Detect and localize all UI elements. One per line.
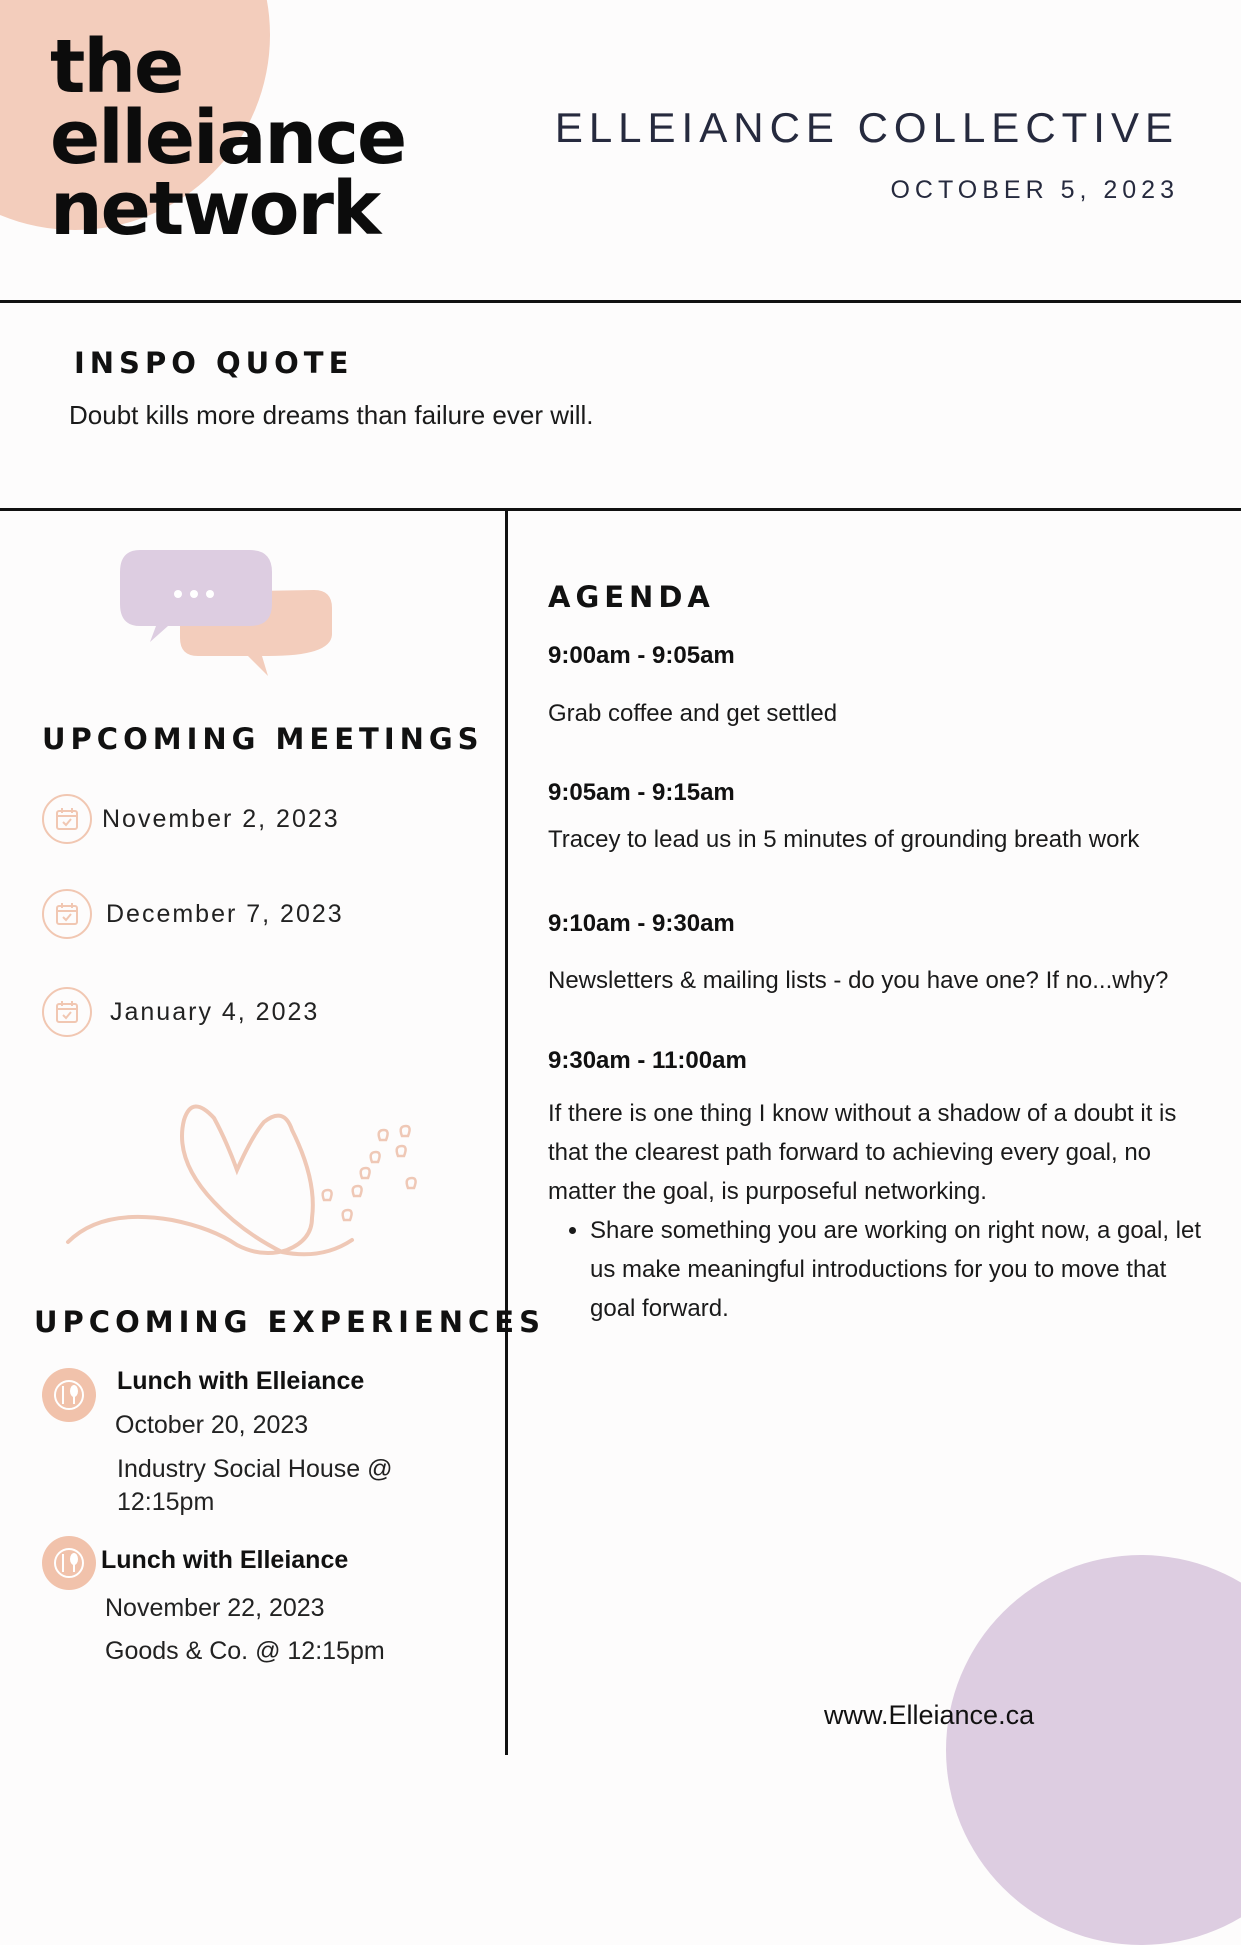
agenda-text: Grab coffee and get settled (548, 700, 838, 727)
experience-location: Goods & Co. @ 12:15pm (105, 1637, 385, 1665)
meeting-date: OCTOBER 5, 2023 (890, 176, 1179, 204)
website-link[interactable]: www.Elleiance.ca (824, 1700, 1035, 1730)
dining-icon (42, 1536, 96, 1590)
calendar-check-icon (42, 794, 92, 844)
agenda-time: 9:00am - 9:05am (548, 642, 735, 669)
dining-icon (42, 1368, 96, 1422)
meetings-heading: UPCOMING MEETINGS (42, 722, 484, 756)
experience-date: October 20, 2023 (115, 1411, 309, 1439)
logo (50, 24, 406, 252)
calendar-check-icon (42, 987, 92, 1037)
logo-line: the (50, 24, 183, 110)
experience-date: November 22, 2023 (105, 1594, 325, 1622)
logo-line: elleiance (50, 95, 406, 181)
agenda-time: 9:05am - 9:15am (548, 779, 735, 806)
experience-title: Lunch with Elleiance (117, 1367, 365, 1395)
quote-heading: INSPO QUOTE (74, 346, 354, 380)
meeting-item (42, 794, 340, 844)
meeting-date: November 2, 2023 (102, 804, 340, 833)
divider-middle (0, 508, 1241, 511)
meeting-date: December 7, 2023 (106, 899, 344, 928)
logo-line: network (50, 166, 380, 252)
divider-vertical (505, 510, 508, 1755)
meeting-date: January 4, 2023 (110, 997, 320, 1026)
agenda-text: If there is one thing I know without a shadow of a doubt it is that the clearest path forward to achieving every goal, no matter the goal, is purposeful networking. (548, 1100, 1177, 1205)
agenda-text: Tracey to lead us in 5 minutes of grounding breath work (548, 826, 1140, 853)
calendar-check-icon (42, 889, 92, 939)
collective-title: ELLEIANCE COLLECTIVE (554, 104, 1179, 151)
agenda-bullet-list (548, 1211, 1208, 1328)
agenda-time: 9:30am - 11:00am (548, 1047, 747, 1074)
lilac-circle-decoration (946, 1555, 1241, 1945)
heart-doodle-icon (62, 1100, 432, 1260)
experiences-heading: UPCOMING EXPERIENCES (34, 1305, 545, 1339)
experience-location: Industry Social House @ 12:15pm (117, 1455, 393, 1516)
meeting-item (42, 987, 319, 1037)
speech-bubbles-icon (118, 548, 338, 698)
meeting-item (42, 889, 344, 939)
agenda-text: Newsletters & mailing lists - do you have one? If no...why? (548, 967, 1169, 994)
agenda-heading: AGENDA (548, 580, 715, 614)
experience-title: Lunch with Elleiance (101, 1546, 349, 1574)
agenda-time: 9:10am - 9:30am (548, 910, 735, 937)
divider-top (0, 300, 1241, 303)
agenda-text-block (548, 1094, 1208, 1328)
agenda-bullet: • Share something you are working on right now, a goal, let us make meaningful introductions for you to move that goal forward. (590, 1211, 1208, 1328)
quote-text: Doubt kills more dreams than failure ever will. (69, 400, 594, 430)
